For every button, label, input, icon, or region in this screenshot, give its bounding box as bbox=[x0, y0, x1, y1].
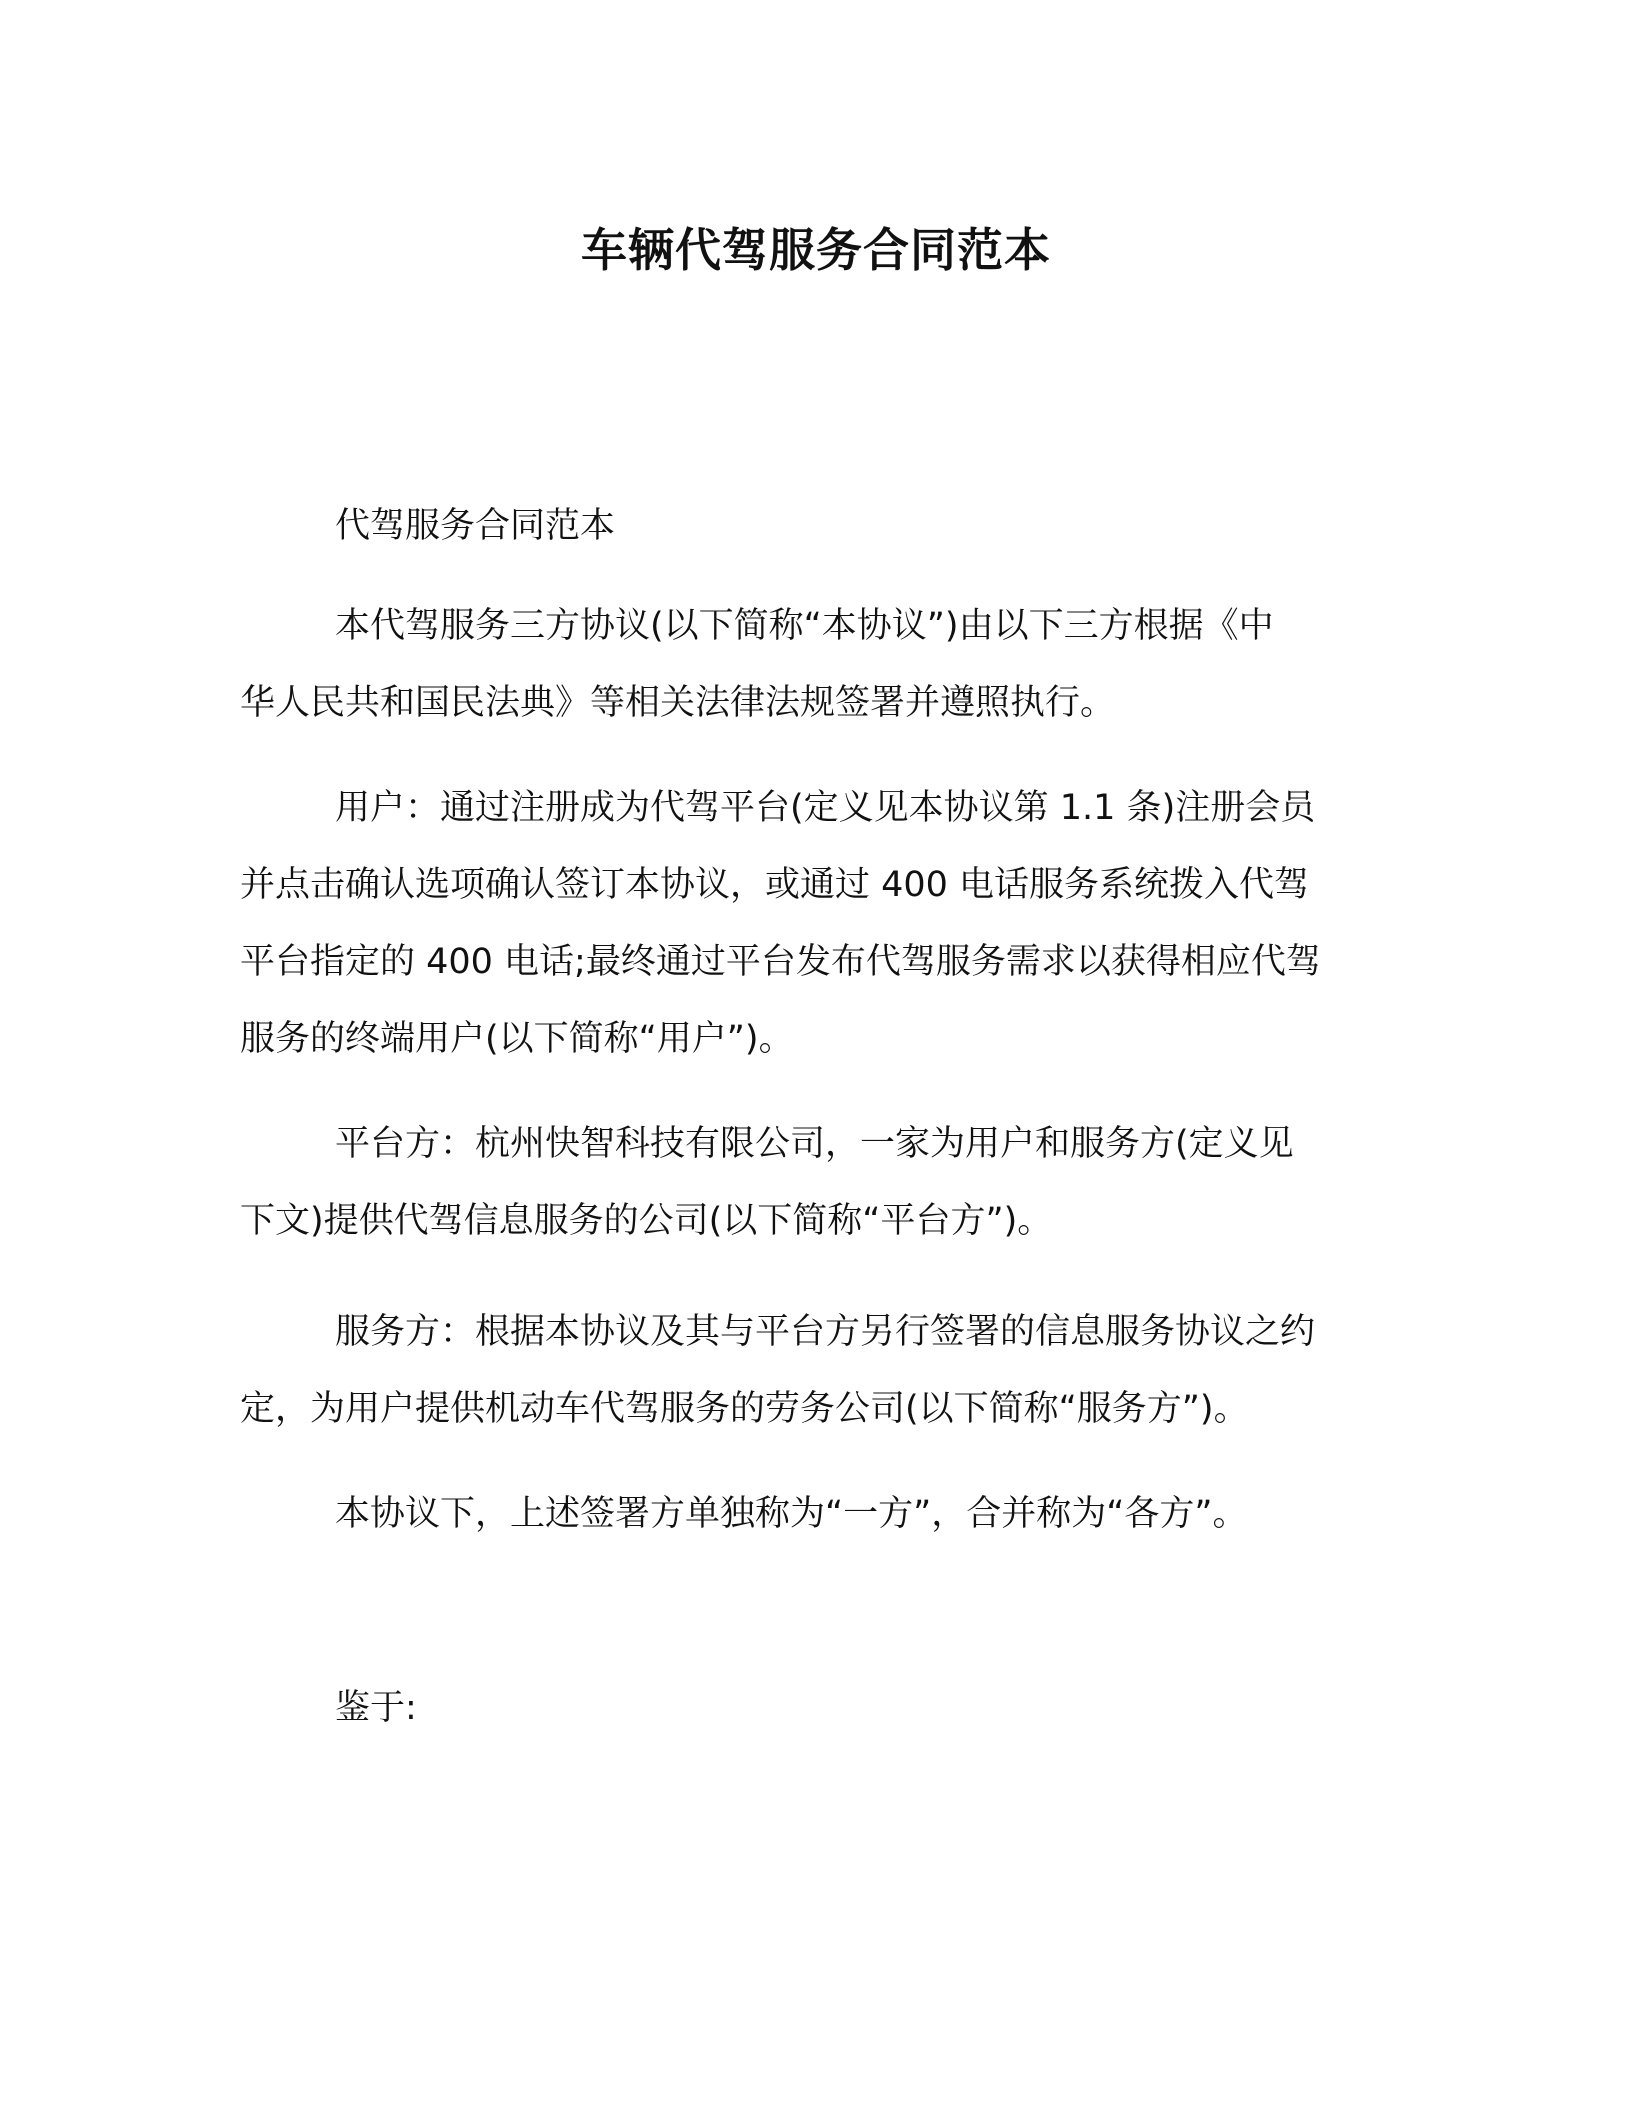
paragraph-service bbox=[240, 1294, 1390, 1448]
paragraph-line: 平台指定的 400 电话;最终通过平台发布代驾服务需求以获得相应代驾 bbox=[240, 942, 1321, 982]
section-heading-text: 代驾服务合同范本 bbox=[335, 506, 616, 546]
paragraph-line: 定，为用户提供机动车代驾服务的劳务公司(以下简称“服务方”)。 bbox=[240, 1389, 1249, 1429]
paragraph-line: 用户：通过注册成为代驾平台(定义见本协议第 1.1 条)注册会员 bbox=[335, 788, 1316, 828]
paragraph-intro bbox=[240, 588, 1390, 742]
paragraph-user bbox=[240, 770, 1390, 1078]
paragraph-line: 平台方：杭州快智科技有限公司，一家为用户和服务方(定义见 bbox=[335, 1124, 1294, 1164]
paragraph-line: 下文)提供代驾信息服务的公司(以下简称“平台方”)。 bbox=[240, 1201, 1053, 1241]
paragraph-line: 服务方：根据本协议及其与平台方另行签署的信息服务协议之约 bbox=[335, 1312, 1316, 1352]
section-heading bbox=[240, 488, 1390, 565]
paragraph-line: 本代驾服务三方协议(以下简称“本协议”)由以下三方根据《中 bbox=[335, 606, 1274, 646]
paragraph-whereas bbox=[240, 1670, 1390, 1747]
paragraph-parties bbox=[240, 1476, 1390, 1553]
paragraph-platform bbox=[240, 1106, 1390, 1260]
paragraph-line: 本协议下，上述签署方单独称为“一方”，合并称为“各方”。 bbox=[335, 1494, 1248, 1534]
document-title: 车辆代驾服务合同范本 bbox=[581, 223, 1051, 277]
paragraph-line: 华人民共和国民法典》等相关法律法规签署并遵照执行。 bbox=[240, 683, 1116, 723]
paragraph-line: 并点击确认选项确认签订本协议，或通过 400 电话服务系统拨入代驾 bbox=[240, 865, 1310, 905]
paragraph-line: 服务的终端用户(以下简称“用户”)。 bbox=[240, 1019, 794, 1059]
paragraph-line: 鉴于: bbox=[335, 1688, 417, 1728]
